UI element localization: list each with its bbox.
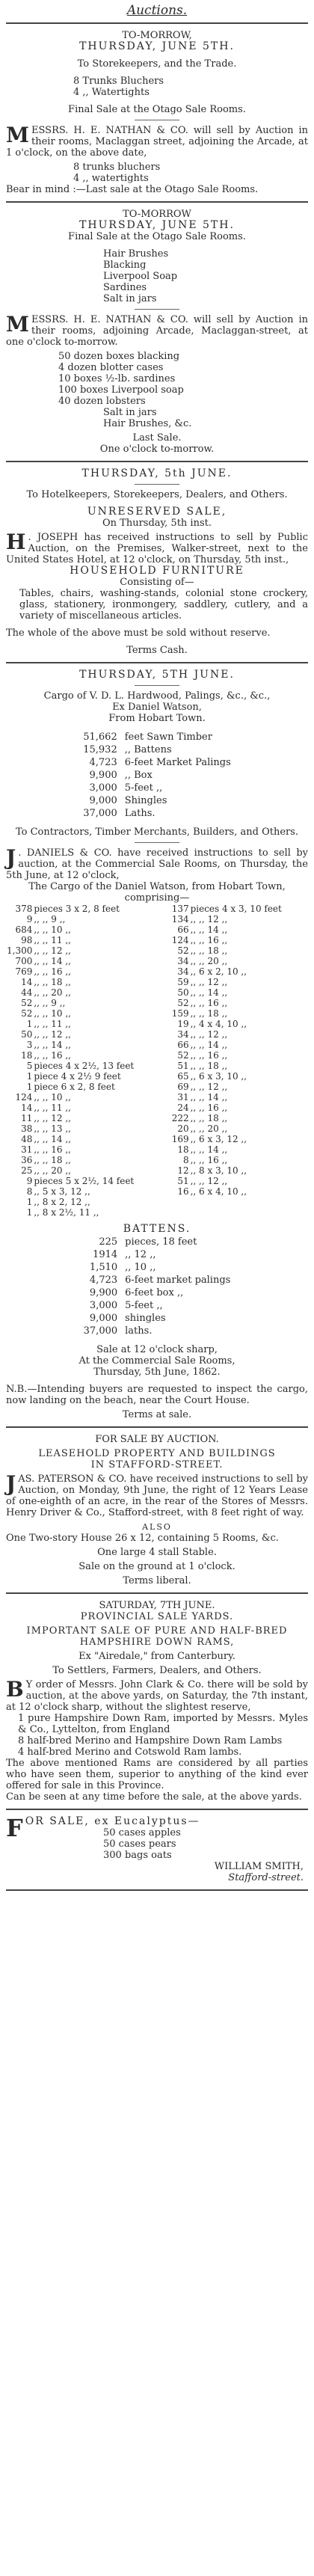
lot-row — [6, 904, 308, 914]
ad4-item-row — [80, 744, 234, 755]
ad3-date: THURSDAY, 5th JUNE. — [81, 467, 233, 479]
lot-qty: 124 — [171, 935, 189, 945]
lot-desc: ,, ,, 12 ,, — [34, 945, 71, 956]
ad7-head: FOR SALE, ex Eucalyptus— — [6, 1814, 200, 1842]
lot-qty: 1 — [26, 1071, 33, 1082]
lot-desc: ,, ,, 11 ,, — [34, 1103, 71, 1113]
ad-paterson-leasehold — [6, 1426, 308, 1586]
lot-desc: ,, ,, 11 ,, — [34, 935, 71, 945]
lot-qty — [163, 1197, 190, 1207]
ad3-to: To Hotelkeepers, Storekeepers, Dealers, and Others. — [26, 489, 288, 500]
lot-qty: 52 — [177, 998, 189, 1008]
lot-desc: piece 6 x 2, 8 feet — [34, 1082, 115, 1092]
lot-desc: piece 4 x 2½ 9 feet — [34, 1071, 121, 1082]
lot-qty: 25 — [21, 1165, 33, 1176]
ad1-item2: 8 trunks bluchers — [73, 162, 161, 173]
ad1-item: 8 Trunks Bluchers — [73, 76, 164, 87]
lot-qty: 16 — [177, 1186, 189, 1197]
lot-desc: ,, ,, 14 ,, — [34, 956, 71, 966]
lot-qty: 1 — [26, 1019, 33, 1029]
lot-row — [6, 1050, 308, 1061]
ad-joseph-furniture — [6, 461, 308, 656]
lot-qty: 769 — [15, 966, 33, 977]
ad4-batten-desc: laths. — [125, 1325, 153, 1337]
lot-qty: 59 — [177, 977, 189, 987]
ad4-item-desc: 5-feet ,, — [124, 782, 163, 794]
ad4-item-qty: 15,932 — [83, 744, 117, 755]
ad4-item-row — [80, 795, 234, 806]
ad4-item-desc: ,, Battens — [124, 744, 172, 755]
lot-qty: 1 — [26, 1082, 33, 1092]
ad1-to: To Storekeepers, and the Trade. — [77, 58, 237, 70]
lot-qty: 48 — [21, 1134, 33, 1144]
lot-row — [6, 1008, 308, 1019]
ad4-batten-row — [81, 1325, 234, 1337]
lot-qty: 378 — [15, 904, 33, 914]
lot-desc: ,, ,, 18 ,, — [190, 1061, 228, 1071]
lot-qty: 38 — [21, 1123, 33, 1134]
ad1-item: 4 ,, Watertights — [73, 87, 150, 98]
ad5-body: JAS. PATERSON & CO. have received instructions to sell by Auction, on Monday, 9th June, the right of 12 Years Lease of one-eighth of an acre, in the rear of the Stores of Messrs. Henry Driver & Co., Stafford-street, with 8 feet right of way. — [6, 1471, 308, 1518]
lot-qty: 20 — [177, 1123, 189, 1134]
lot-qty: 66 — [177, 924, 189, 935]
ad4-batten-row — [81, 1287, 234, 1298]
lot-qty: 44 — [21, 987, 33, 998]
newspaper-column — [6, 0, 308, 1891]
ad4-item-row — [80, 770, 234, 781]
lot-desc: ,, ,, 10 ,, — [34, 924, 71, 935]
ad1-bear: Bear in mind :—Last sale at the Otago Sale Rooms. — [6, 184, 259, 195]
lot-qty: 222 — [171, 1113, 189, 1123]
ad6-provincial: PROVINCIAL SALE YARDS. — [80, 1611, 234, 1622]
ad5-for-sale: FOR SALE BY AUCTION. — [95, 1434, 219, 1445]
lot-qty: 51 — [177, 1061, 189, 1071]
ad4-thursday: Thursday, 5th June, 1862. — [93, 1367, 221, 1378]
ad4-item-qty: 9,900 — [89, 770, 117, 781]
lot-row — [6, 1165, 308, 1176]
ad7-item: 50 cases pears — [103, 1839, 176, 1850]
lot-qty: 169 — [171, 1134, 189, 1144]
ad5-in: IN STAFFORD-STREET. — [90, 1459, 224, 1471]
lot-row — [6, 1061, 308, 1071]
ad4-date: THURSDAY, 5TH JUNE. — [79, 669, 235, 681]
lot-qty: 34 — [177, 1029, 189, 1040]
lot-qty: 52 — [21, 998, 33, 1008]
lot-desc: pieces 3 x 2, 8 feet — [34, 904, 120, 914]
ad4-batten-qty: 9,000 — [89, 1313, 118, 1324]
ad4-batten-row — [81, 1262, 234, 1273]
lot-qty: 137 — [171, 904, 189, 914]
lot-desc: ,, ,, 14 ,, — [190, 987, 228, 998]
ad4-item-qty: 9,000 — [89, 795, 117, 806]
lot-desc: ,, 6 x 3, 10 ,, — [190, 1071, 247, 1082]
lot-desc: ,, ,, 14 ,, — [190, 924, 228, 935]
ad6-item: 4 half-bred Merino and Cotswold Ram lambs. — [18, 1747, 242, 1758]
lot-desc: ,, ,, 10 ,, — [34, 1092, 71, 1103]
ad5-stable: One large 4 stall Stable. — [97, 1547, 217, 1558]
lot-desc: ,, ,, 16 ,, — [190, 1155, 228, 1165]
ad4-item-qty: 51,662 — [83, 732, 117, 743]
ad4-from: From Hobart Town. — [108, 713, 206, 724]
lot-desc: ,, ,, 18 ,, — [190, 945, 228, 956]
lot-qty: 14 — [21, 1103, 33, 1113]
ad7-item: 300 bags oats — [103, 1850, 172, 1861]
ad4-at: At the Commercial Sale Rooms, — [78, 1355, 236, 1367]
ad5-house: One Two-story House 26 x 12, containing 5 Rooms, &c. — [6, 1533, 279, 1544]
ad2-final: Final Sale at the Otago Sale Rooms. — [68, 231, 246, 242]
ad4-item-desc: feet Sawn Timber — [124, 732, 212, 743]
lot-qty: 24 — [177, 1103, 189, 1113]
ad6-ex: Ex "Airedale," from Canterbury. — [78, 1651, 236, 1662]
lot-qty: 34 — [177, 966, 189, 977]
lot-desc: ,, ,, 18 ,, — [190, 1008, 228, 1019]
ad4-initial: J — [6, 845, 16, 870]
lot-qty: 3 — [26, 1040, 33, 1050]
lot-desc: ,, ,, 12 ,, — [190, 977, 228, 987]
ad4-item-desc: 6-feet Market Palings — [124, 757, 231, 768]
lot-desc: pieces 4 x 2½, 13 feet — [34, 1061, 135, 1071]
lot-desc: ,, ,, 14 ,, — [190, 1092, 228, 1103]
ad5-sale: Sale on the ground at 1 o'clock. — [78, 1561, 236, 1572]
ad2-item2: 40 dozen lobsters — [58, 396, 146, 407]
lot-desc: ,, ,, 20 ,, — [190, 1123, 228, 1134]
lot-row — [6, 1186, 308, 1197]
lot-qty: 18 — [21, 1050, 33, 1061]
ad1-body: MESSRS. H. E. NATHAN & CO. will sell by Auction in their rooms, Maclaggan street, adjoining the Arcade, at 1 o'clock, on the above date, — [6, 123, 308, 159]
lot-qty: 684 — [15, 924, 33, 935]
ad6-important: IMPORTANT SALE OF PURE AND HALF-BRED HAMPSHIRE DOWN RAMS, — [26, 1625, 288, 1648]
lot-desc: ,, ,, 9 ,, — [34, 998, 66, 1008]
ad4-batten-row — [81, 1236, 234, 1248]
lot-qty: 1 — [26, 1197, 33, 1207]
ad4-item-qty: 3,000 — [89, 782, 117, 794]
lot-qty: 134 — [171, 914, 189, 924]
lot-qty: 31 — [177, 1092, 189, 1103]
lot-row — [6, 1103, 308, 1113]
lot-qty: 9 — [26, 914, 33, 924]
ad4-item-row — [80, 782, 234, 794]
ad4-item-row — [80, 757, 234, 768]
ad4-batten-desc: shingles — [125, 1313, 166, 1324]
ad3-consisting: Consisting of— — [120, 577, 194, 588]
lot-desc: ,, ,, 16 ,, — [34, 966, 71, 977]
lot-row — [6, 1082, 308, 1092]
lot-qty: 52 — [21, 1008, 33, 1019]
ad4-sale: Sale at 12 o'clock sharp, — [96, 1344, 218, 1355]
lot-desc: ,, 6 x 3, 12 ,, — [190, 1134, 247, 1144]
lot-row — [6, 1092, 308, 1103]
ad4-nb: N.B.—Intending buyers are requested to inspect the cargo, now landing on the beach, near the Court House. — [6, 1384, 308, 1406]
ad4-batten-desc: 5-feet ,, — [125, 1300, 163, 1311]
lot-desc: ,, ,, 16 ,, — [190, 1103, 228, 1113]
lot-qty: 52 — [177, 1050, 189, 1061]
lot-row — [6, 924, 308, 935]
lot-row — [6, 977, 308, 987]
ad4-cargo2: The Cargo of the Daniel Watson, from Hobart Town, comprising— — [28, 881, 286, 904]
lot-qty: 34 — [177, 956, 189, 966]
lot-desc: pieces 4 x 3, 10 feet — [190, 904, 282, 914]
lot-desc: pieces 5 x 2½, 14 feet — [34, 1176, 135, 1186]
lot-desc: ,, 8 x 3, 10 ,, — [190, 1165, 247, 1176]
lot-desc: ,, ,, 12 ,, — [34, 1113, 71, 1123]
lot-desc: ,, 8 x 2½, 11 ,, — [34, 1207, 99, 1218]
lot-row — [6, 966, 308, 977]
lot-qty: 31 — [21, 1144, 33, 1155]
ad4-batten-row — [81, 1313, 234, 1324]
lot-qty — [163, 1207, 190, 1218]
lot-row — [6, 945, 308, 956]
ad4-batten-qty: 225 — [99, 1236, 118, 1248]
lot-row — [6, 1123, 308, 1134]
ad3-on: On Thursday, 5th inst. — [102, 518, 212, 529]
lot-desc: ,, ,, 16 ,, — [190, 998, 228, 1008]
ad7-initial: F — [6, 1814, 23, 1842]
lot-qty: 18 — [177, 1144, 189, 1155]
lot-desc: ,, 5 x 3, 12 ,, — [34, 1186, 90, 1197]
ad6-can: Can be seen at any time before the sale, at the above yards. — [6, 1791, 302, 1803]
ad4-body: J . DANIELS & CO. have received instructions to sell by auction, at the Commercial Sale Rooms, on Thursday, the 5th June, at 12 o'clock, — [6, 845, 308, 881]
ad2-item2: 4 dozen blotter cases — [58, 362, 164, 373]
ad4-battens-title: BATTENS. — [123, 1223, 191, 1235]
ad1-final: Final Sale at the Otago Sale Rooms. — [68, 104, 246, 115]
ad4-cargo: Cargo of V. D. L. Hardwood, Palings, &c., &c., — [43, 690, 271, 702]
ad4-batten-row — [81, 1249, 234, 1260]
section-header: Auctions. — [126, 3, 188, 18]
ad3-whole: The whole of the above must be sold without reserve. — [6, 628, 271, 639]
lot-qty: 66 — [177, 1040, 189, 1050]
lot-desc: ,, 4 x 4, 10 ,, — [190, 1019, 247, 1029]
ad3-details: Tables, chairs, washing-stands, colonial stone crockery, glass, stationery, ironmongery, saddlery, cutlery, and a variety of miscellaneous articles. — [19, 588, 308, 622]
ad6-notice: The above mentioned Rams are considered by all parties who have seen them, superior to anything of the kind ever offered for sale in this Province. — [6, 1758, 308, 1791]
lot-row — [6, 1040, 308, 1050]
lot-desc: ,, ,, 20 ,, — [190, 956, 228, 966]
ad4-item-qty: 4,723 — [89, 757, 117, 768]
ad4-batten-row — [81, 1275, 234, 1286]
lot-desc: ,, 6 x 4, 10 ,, — [190, 1186, 247, 1197]
ad4-item-qty: 37,000 — [83, 808, 117, 819]
lot-qty: 1 — [26, 1207, 33, 1218]
ad6-date: SATURDAY, 7TH JUNE. — [99, 1600, 215, 1611]
lot-qty: 11 — [21, 1113, 33, 1123]
lot-desc: ,, ,, 16 ,, — [34, 1050, 71, 1061]
ad2-last: Last Sale. — [132, 432, 182, 444]
ad6-item: 8 half-bred Merino and Hampshire Down Ram Lambs — [18, 1735, 283, 1747]
lot-desc: ,, ,, 20 ,, — [34, 987, 71, 998]
ad2-item: Blacking — [103, 260, 147, 271]
lot-desc: ,, ,, 9 ,, — [34, 914, 66, 924]
ad2-item: Hair Brushes — [103, 248, 169, 260]
lot-desc: ,, ,, 20 ,, — [34, 1165, 71, 1176]
ad4-batten-desc: pieces, 18 feet — [125, 1236, 197, 1248]
ad4-to: To Contractors, Timber Merchants, Builders, and Others. — [15, 827, 299, 838]
ad4-lots — [6, 904, 308, 1218]
ad2-body: MESSRS. H. E. NATHAN & CO. will sell by Auction in their rooms, adjoining Arcade, Maclaggan-street, at one o'clock to-morrow. — [6, 312, 308, 348]
lot-qty: 69 — [177, 1082, 189, 1092]
lot-desc: ,, ,, 14 ,, — [34, 1134, 71, 1144]
lot-desc: ,, ,, 18 ,, — [34, 977, 71, 987]
ad2-one: One o'clock to-morrow. — [99, 444, 215, 455]
ad4-batten-desc: ,, 10 ,, — [125, 1262, 156, 1273]
ad4-item-desc: Shingles — [124, 795, 167, 806]
lot-row — [6, 1029, 308, 1040]
ad2-item: Sardines — [103, 282, 147, 293]
lot-desc: ,, ,, 12 ,, — [190, 914, 228, 924]
lot-row — [6, 956, 308, 966]
ad5-also: ALSO — [142, 1522, 172, 1532]
lot-qty: 700 — [15, 956, 33, 966]
lot-desc: ,, ,, 16 ,, — [34, 1144, 71, 1155]
lot-qty: 8 — [182, 1155, 189, 1165]
ad4-batten-row — [81, 1300, 234, 1311]
ad5-terms: Terms liberal. — [123, 1575, 191, 1586]
lot-qty: 98 — [21, 935, 33, 945]
lot-qty: 50 — [21, 1029, 33, 1040]
ad4-batten-qty: 4,723 — [89, 1275, 118, 1286]
lot-desc — [190, 1207, 308, 1218]
lot-row — [6, 1176, 308, 1186]
lot-qty: 14 — [21, 977, 33, 987]
ad1-initial: M — [6, 123, 29, 147]
lot-qty: 19 — [177, 1019, 189, 1029]
ad4-item-desc: Laths. — [124, 808, 156, 819]
ad6-body: B Y order of Messrs. John Clark & Co. there will be sold by auction, at the above yards, on Saturday, the 7th instant, at 12 o'clock sharp, without the slightest reserve, — [6, 1677, 308, 1713]
ad5-leasehold: LEASEHOLD PROPERTY AND BUILDINGS — [38, 1448, 276, 1459]
lot-qty: 159 — [171, 1008, 189, 1019]
ad3-unreserved: UNRESERVED SALE, — [87, 506, 227, 518]
ad4-batten-qty: 3,000 — [89, 1300, 118, 1311]
lot-row — [6, 1113, 308, 1123]
ad-daniels-timber — [6, 662, 308, 1420]
ad4-batten-desc: ,, 12 ,, — [125, 1249, 156, 1260]
lot-qty: 65 — [177, 1071, 189, 1082]
lot-qty: 8 — [26, 1186, 33, 1197]
lot-row — [6, 1144, 308, 1155]
ad2-item2: 10 boxes ½-lb. sardines — [58, 373, 176, 384]
ad1-item2: 4 ,, watertights — [73, 173, 149, 184]
ad3-terms: Terms Cash. — [126, 645, 188, 656]
ad2-item2: 100 boxes Liverpool soap — [58, 384, 184, 396]
ad4-item-desc: ,, Box — [124, 770, 153, 781]
lot-desc: ,, 6 x 2, 10 ,, — [190, 966, 247, 977]
lot-qty: 1,300 — [7, 945, 33, 956]
ad2-item2: Hair Brushes, &c. — [103, 418, 192, 429]
lot-row — [6, 987, 308, 998]
lot-desc: ,, ,, 18 ,, — [190, 1113, 228, 1123]
ad-provincial-rams — [6, 1592, 308, 1803]
lot-desc: ,, ,, 10 ,, — [34, 1008, 71, 1019]
ad4-batten-qty: 1914 — [93, 1249, 118, 1260]
ad3-furniture: HOUSEHOLD FURNITURE — [70, 565, 244, 577]
lot-qty: 9 — [26, 1176, 33, 1186]
lot-desc: ,, ,, 12 ,, — [190, 1082, 228, 1092]
ad-smith-eucalyptus — [6, 1809, 308, 1891]
ad6-initial: B — [6, 1677, 24, 1702]
lot-desc: ,, ,, 13 ,, — [34, 1123, 71, 1134]
ad4-batten-desc: 6-feet market palings — [125, 1275, 231, 1286]
ad2-item2: Salt in jars — [103, 407, 157, 418]
ad3-body: H . JOSEPH has received instructions to sell by Public Auction, on the Premises, Walker-street, next to the United States Hotel, at 12 o'clock, on Thursday, 5th inst., — [6, 530, 308, 565]
lot-desc: ,, ,, 11 ,, — [34, 1019, 71, 1029]
ad6-item: 1 pure Hampshire Down Ram, imported by Messrs. Myles & Co., Lyttelton, from England — [18, 1713, 308, 1735]
lot-desc: ,, ,, 16 ,, — [190, 935, 228, 945]
lot-qty: 50 — [177, 987, 189, 998]
lot-qty: 124 — [15, 1092, 33, 1103]
ad4-item-row — [80, 808, 234, 819]
lot-desc: ,, ,, 18 ,, — [34, 1155, 71, 1165]
ad5-initial: J — [6, 1471, 16, 1496]
ad2-date: THURSDAY, JUNE 5TH. — [79, 219, 235, 231]
lot-qty: 36 — [21, 1155, 33, 1165]
ad2-day: TO-MORROW — [123, 209, 191, 220]
ad1-day: TO-MORROW, — [122, 30, 192, 41]
ad4-batten-qty: 9,900 — [89, 1287, 118, 1298]
lot-row — [6, 1019, 308, 1029]
lot-qty: 51 — [177, 1176, 189, 1186]
ad7-sig: WILLIAM SMITH, — [214, 1861, 304, 1872]
ad6-to: To Settlers, Farmers, Dealers, and Others. — [52, 1665, 262, 1676]
lot-desc: ,, ,, 12 ,, — [190, 1176, 228, 1186]
ad2-item: Salt in jars — [103, 293, 157, 304]
ad7-sig2: Stafford-street. — [228, 1872, 304, 1883]
lot-desc: ,, ,, 12 ,, — [190, 1029, 228, 1040]
lot-row — [6, 1197, 308, 1207]
ad4-item-row — [80, 732, 234, 743]
lot-desc: ,, ,, 14 ,, — [34, 1040, 71, 1050]
ad4-items — [78, 730, 236, 821]
ad2-item2: 50 dozen boxes blacking — [58, 351, 180, 362]
lot-desc: ,, ,, 16 ,, — [190, 1050, 228, 1061]
ad2-item: Liverpool Soap — [103, 271, 178, 282]
lot-row — [6, 935, 308, 945]
ad2-initial: M — [6, 312, 29, 337]
lot-qty: 12 — [177, 1165, 189, 1176]
lot-desc: ,, ,, 12 ,, — [34, 1029, 71, 1040]
ad4-ex: Ex Daniel Watson, — [112, 702, 202, 713]
ad4-batten-qty: 37,000 — [83, 1325, 118, 1337]
ad7-item: 50 cases apples — [103, 1827, 181, 1839]
lot-desc: ,, 8 x 2, 12 ,, — [34, 1197, 90, 1207]
ad3-initial: H — [6, 530, 26, 554]
ad-nathan-trunks — [6, 22, 308, 195]
lot-row — [6, 1071, 308, 1082]
ad4-batten-qty: 1,510 — [89, 1262, 118, 1273]
lot-row — [6, 1207, 308, 1218]
ad-nathan-brushes — [6, 201, 308, 455]
lot-row — [6, 1155, 308, 1165]
ad4-battens — [79, 1235, 236, 1338]
lot-row — [6, 998, 308, 1008]
lot-desc: ,, ,, 14 ,, — [190, 1040, 228, 1050]
lot-row — [6, 1134, 308, 1144]
lot-desc — [190, 1197, 308, 1207]
lot-qty: 5 — [26, 1061, 33, 1071]
ad1-date: THURSDAY, JUNE 5TH. — [79, 40, 235, 52]
lot-desc: ,, ,, 14 ,, — [190, 1144, 228, 1155]
lot-row — [6, 914, 308, 924]
ad4-terms: Terms at sale. — [122, 1409, 192, 1420]
lot-qty: 52 — [177, 945, 189, 956]
ad4-batten-desc: 6-feet box ,, — [125, 1287, 184, 1298]
